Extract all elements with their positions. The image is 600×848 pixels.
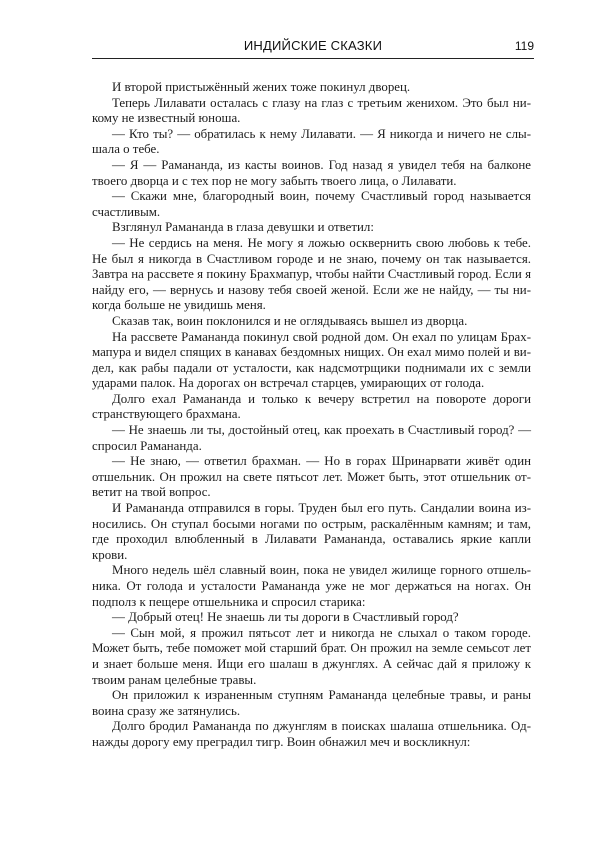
running-head (92, 38, 534, 58)
paragraph: Долго бродил Рамананда по джунглям в поисках шалаша отшельника. Однажды дорогу ему преградил тигр. Воин обнажил меч и воскликнул: (92, 719, 531, 749)
paragraph: Теперь Лилавати осталась с глазу на глаз с третьим женихом. Это был никому не известный юноша. (92, 95, 531, 126)
paragraph: Сказав так, воин поклонился и не оглядываясь вышел из дворца. (112, 313, 468, 328)
paragraph: — Сын мой, я прожил пятьсот лет и никогда не слыхал о таком городе. Может быть, тебе поможет мой старший брат. Он прожил на земле семьсот лет и знает больше меня. Ищи его шалаш в джунглях. А сейчас дай я приложу к твоим ранам целебные травы. (92, 625, 531, 687)
paragraph: На рассвете Рамананда покинул свой родной дом. Он ехал по улицам Брахмапура и видел спящих в канавах бездомных нищих. Он ехал мимо полей и видел, как рабы падали от усталости, как надсмотрщики поднимали их с земли ударами палок. На дорогах он встречал старцев, умирающих от голода. (92, 329, 531, 391)
paragraph: — Добрый отец! Не знаешь ли ты дороги в Счастливый город? (112, 610, 459, 625)
paragraph: — Не сердись на меня. Не могу я ложью осквернить свою любовь к тебе. Не был я никогда в Счастливом городе и не знаю, почему он так называется. Завтра на рассвете я покину Брахмапур, чтобы найти Счастливый город. Если я найду его, — вернусь и назову тебя своей женой. Если же не найду, — ты никогда больше не увидишь меня. (92, 235, 531, 313)
paragraph: — Кто ты? — обратилась к нему Лилавати. — Я никогда и ничего не слышала о тебе. (92, 126, 531, 157)
paragraph: Долго ехал Рамананда и только к вечеру встретил на повороте дороги странствующего брахмана. (92, 391, 531, 422)
paragraph: — Не знаю, — ответил брахман. — Но в горах Шринарвати живёт один отшельник. Он прожил на свете пятьсот лет. Может быть, этот отшельник ответит на твой вопрос. (92, 454, 531, 500)
paragraph: И Рамананда отправился в горы. Труден был его путь. Сандалии воина износились. Он ступал босыми ногами по острым, раскалённым камням; и там, где проходил влюбленный в Лилавати Рамананда, оставались яркие капли крови. (92, 501, 531, 562)
story-text (92, 80, 531, 751)
paragraph: — Скажи мне, благородный воин, почему Счастливый город называется счастливым. (92, 189, 531, 219)
running-title: ИНДИЙСКИЕ СКАЗКИ (243, 38, 383, 53)
header-rule (92, 58, 534, 59)
paragraph: — Не знаешь ли ты, достойный отец, как проехать в Счастливый город? — спросил Рамананда. (92, 423, 531, 453)
paragraph: Он приложил к израненным ступням Рамананда целебные травы, и раны воина сразу же затянулись. (92, 688, 531, 718)
paragraph: Много недель шёл славный воин, пока не увидел жилище горного отшельника. От голода и усталости Рамананда уже не мог держаться на ногах. Он подполз к пещере отшельника и спросил старика: (92, 563, 531, 609)
paragraph: Взглянул Рамананда в глаза девушки и ответил: (112, 220, 374, 235)
paragraph: — Я — Рамананда, из касты воинов. Год назад я увидел тебя на балконе твоего дворца и с тех пор не могу забыть твоего лица, о Лилавати. (92, 157, 531, 188)
page-number: 119 (514, 39, 534, 53)
paragraph: И второй пристыжённый жених тоже покинул дворец. (112, 80, 411, 94)
